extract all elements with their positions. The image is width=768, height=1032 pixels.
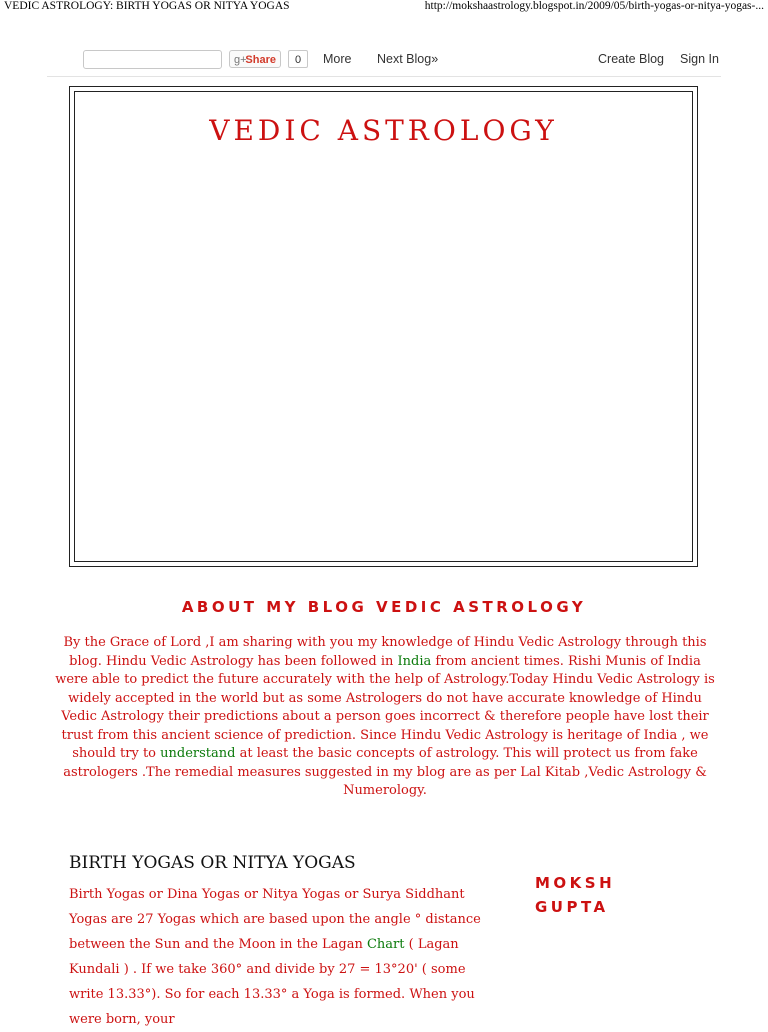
about-text — [55, 634, 715, 801]
more-link[interactable]: More — [323, 52, 352, 66]
post-text-part: Birth Yogas or Dina Yogas or Nitya Yogas or Surya Siddhant Yogas are 27 Yogas which are based upon the angle ° distance between the Sun and the Moon in the Lagan — [69, 887, 481, 952]
search-input[interactable] — [83, 50, 222, 69]
blog-title[interactable]: VEDIC ASTROLOGY — [209, 114, 558, 147]
understand-link[interactable]: understand — [160, 746, 236, 761]
about-heading: ABOUT MY BLOG VEDIC ASTROLOGY — [181, 598, 587, 616]
about-text-part: from ancient times. Rishi Munis of India were able to predict the future accurately with the help of Astrology.Today Hindu Vedic Astrology is widely accepted in the world but as some Astrologers do not have accurate knowledge of Hindu Vedic Astrology their predictions about a person goes incorrect & therefore people have lost their trust from this ancient science of prediction. Since Hindu Vedic Astrology is heritage of India , we should try to — [55, 653, 715, 761]
share-label: Share — [245, 54, 276, 66]
india-link[interactable]: India — [397, 653, 432, 669]
blog-header-inner — [74, 91, 693, 562]
blog-header — [69, 86, 698, 567]
share-count: 0 — [288, 50, 308, 68]
create-blog-link[interactable]: Create Blog — [598, 52, 665, 66]
sign-in-link[interactable]: Sign In — [680, 52, 719, 66]
google-plus-icon: g+ — [234, 54, 247, 66]
next-blog-link[interactable]: Next Blog» — [377, 52, 439, 66]
chart-link[interactable]: Chart — [366, 937, 405, 952]
page-url: http://mokshaastrology.blogspot.in/2009/05/birth-yogas-or-nitya-yogas-... — [424, 0, 764, 12]
share-button[interactable] — [229, 50, 281, 68]
about-text-part: at least the basic concepts of astrology. This will protect us from fake astrologers .The remedial measures suggested in my blog are as per Lal Kitab ,Vedic Astrology & Numerology. — [63, 746, 707, 798]
about-text-part: By the Grace of Lord ,I am sharing with you my knowledge of Hindu Vedic Astrology through this blog. Hindu Vedic Astrology has been followed in — [63, 635, 707, 669]
post-text-part: ( Lagan Kundali ) . If we take 360° and divide by 27 = 13°20' ( some write 13.33°). So for each 13.33° a Yoga is formed. When you were born, your — [69, 937, 475, 1027]
post-title: BIRTH YOGAS OR NITYA YOGAS — [69, 853, 356, 873]
blogger-navbar — [47, 44, 721, 77]
page-title: VEDIC ASTROLOGY: BIRTH YOGAS OR NITYA YOGAS — [4, 0, 290, 12]
post-body — [69, 882, 489, 1032]
author-name: MOKSH GUPTA — [535, 874, 616, 916]
print-header — [0, 0, 768, 16]
